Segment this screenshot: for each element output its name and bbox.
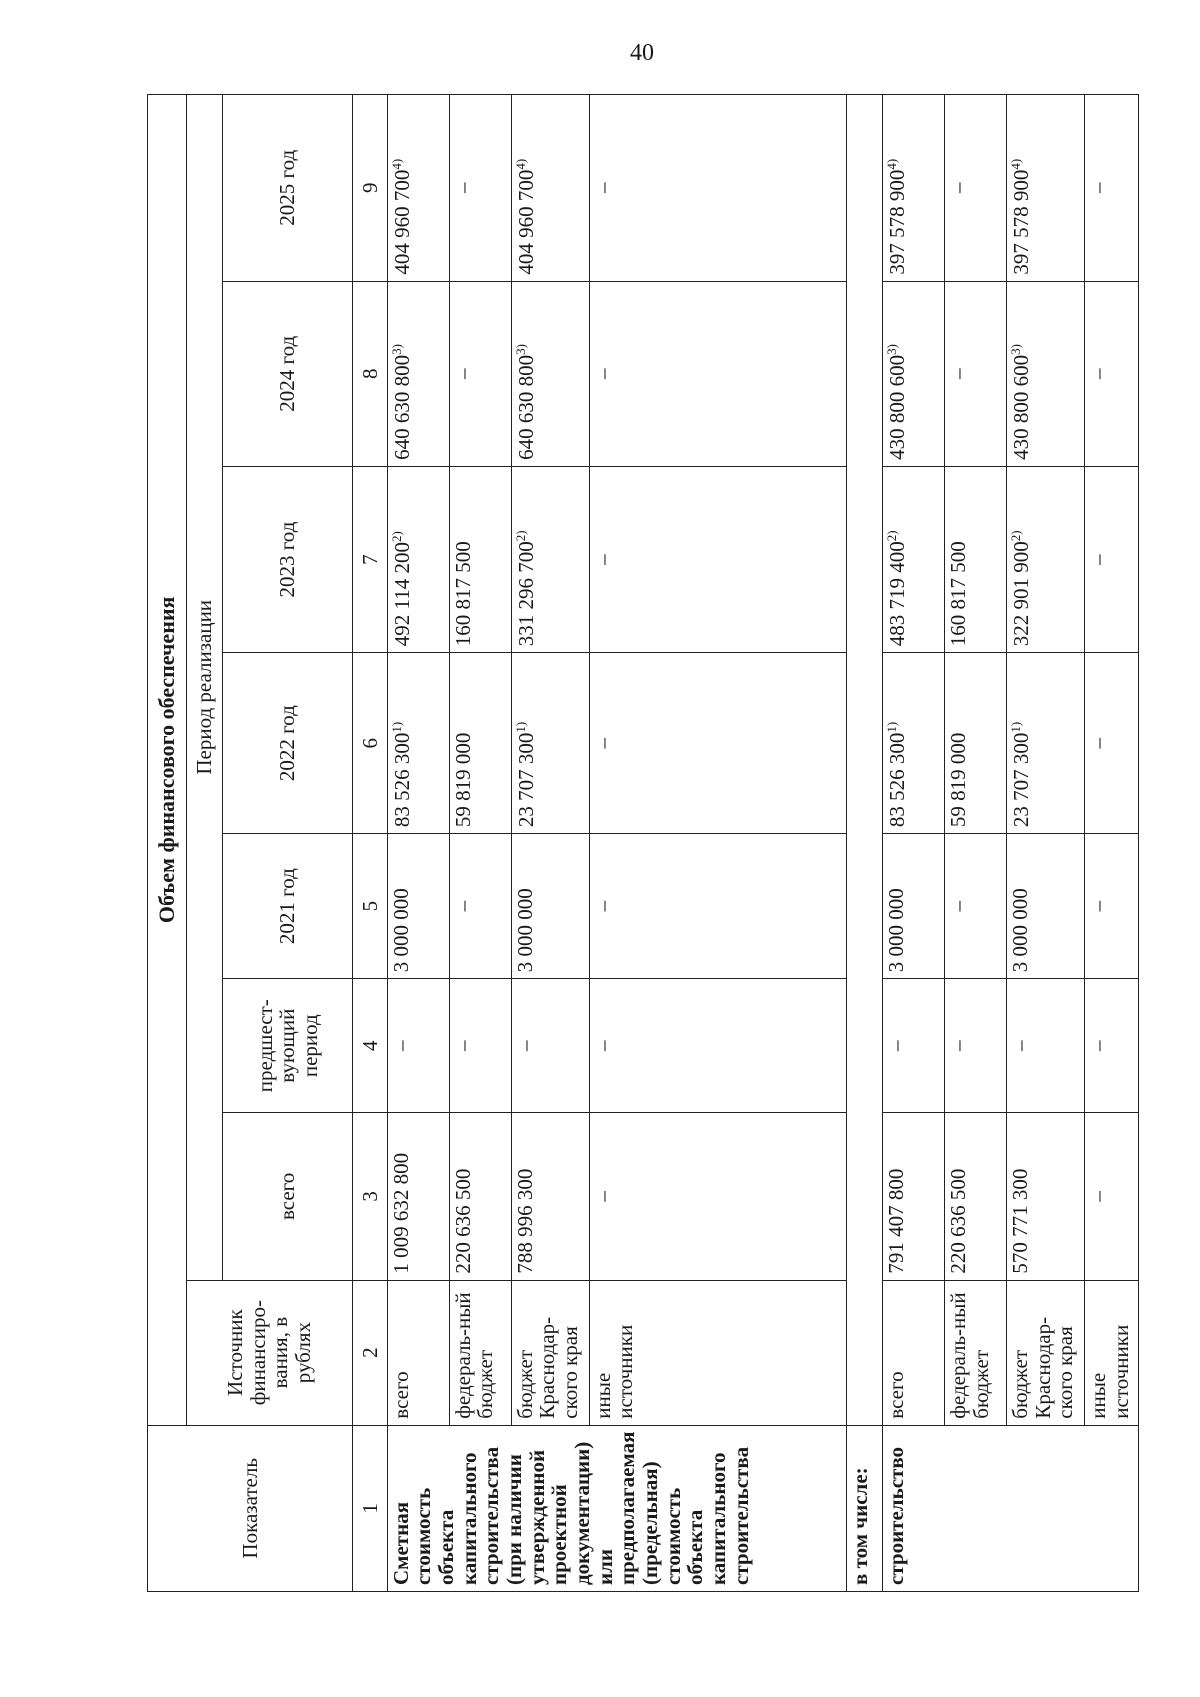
column-number: 7 <box>353 466 387 652</box>
value-text: 220 636 500 <box>450 1168 475 1274</box>
column-number: 6 <box>353 653 387 834</box>
value-cell <box>387 834 449 979</box>
footnote-mark: 2) <box>1008 530 1024 542</box>
value-text: 160 817 500 <box>450 541 475 647</box>
financing-table <box>147 94 1139 1592</box>
source-label: федераль-ный бюджет <box>449 1280 511 1425</box>
value-cell <box>589 653 846 834</box>
footnote-mark: 1) <box>388 721 404 733</box>
value-cell <box>944 834 1006 979</box>
value-cell <box>882 979 944 1113</box>
value-text: 3 000 000 <box>388 888 413 973</box>
value-text: – <box>590 1191 615 1202</box>
value-text: – <box>1086 1040 1111 1051</box>
header-indicator: Показатель <box>148 1425 353 1591</box>
value-cell <box>511 834 589 979</box>
indicator-label: Сметная стоимость объекта капитального строительства (при наличии утвержденной проектной документации) или предполагаемая (предельная) стоимость объекта капитального строительства <box>387 1425 846 1591</box>
footnote-mark: 3) <box>512 344 528 355</box>
value-cell <box>1007 281 1085 466</box>
table-row <box>387 95 449 1592</box>
value-text: 791 407 800 <box>883 1168 908 1274</box>
value-cell <box>1085 95 1139 282</box>
value-cell <box>1085 1113 1139 1280</box>
value-cell <box>882 1113 944 1280</box>
value-cell <box>511 1113 589 1280</box>
source-label: всего <box>387 1280 449 1425</box>
table-row <box>882 95 944 1592</box>
value-text: 3 000 000 <box>512 888 537 973</box>
value-cell <box>1007 653 1085 834</box>
value-text: 322 901 900 <box>1009 541 1034 647</box>
value-cell <box>511 95 589 282</box>
value-text: – <box>590 737 615 749</box>
value-cell <box>449 834 511 979</box>
footnote-mark: 1) <box>1008 721 1024 733</box>
value-text: 404 960 700 <box>513 169 538 275</box>
value-cell <box>449 466 511 652</box>
value-cell <box>589 979 846 1113</box>
footnote-mark: 1) <box>512 721 528 733</box>
table-row <box>511 95 589 1592</box>
column-number: 2 <box>353 1280 387 1425</box>
footnote-mark: 2) <box>883 530 899 542</box>
value-text: 397 578 900 <box>884 169 909 275</box>
value-cell <box>1085 979 1139 1113</box>
value-cell <box>882 834 944 979</box>
value-cell <box>882 653 944 834</box>
header-year: 2022 год <box>222 653 353 834</box>
source-label: бюджет Краснодар-ского края <box>511 1280 589 1425</box>
value-text: – <box>1086 900 1111 912</box>
footnote-mark: 1) <box>883 721 899 733</box>
value-text: 397 578 900 <box>1009 169 1034 275</box>
value-text: – <box>945 368 970 379</box>
value-text: – <box>450 368 475 379</box>
value-text: – <box>590 554 615 565</box>
value-cell <box>882 281 944 466</box>
value-cell <box>449 95 511 282</box>
value-cell <box>944 281 1006 466</box>
value-text: – <box>883 1040 908 1051</box>
table-row <box>944 95 1006 1592</box>
value-text: 83 526 300 <box>389 732 414 828</box>
value-cell <box>511 979 589 1113</box>
source-label: иные источники <box>1085 1280 1139 1425</box>
value-text: – <box>1086 737 1111 749</box>
value-cell <box>387 95 449 282</box>
rotated-page <box>147 94 1139 1592</box>
value-text: 160 817 500 <box>945 541 970 647</box>
column-number: 3 <box>353 1113 387 1280</box>
header-year: 2021 год <box>222 834 353 979</box>
value-text: – <box>512 1040 537 1051</box>
column-number: 5 <box>353 834 387 979</box>
value-cell <box>387 653 449 834</box>
value-text: – <box>450 1040 475 1051</box>
source-label: бюджет Краснодар-ского края <box>1007 1280 1085 1425</box>
footnote-mark: 3) <box>1008 344 1024 355</box>
value-text: – <box>1086 1191 1111 1202</box>
header-year: 2024 год <box>222 281 353 466</box>
header-period: Период реализации <box>186 95 222 1281</box>
in-that-number-row <box>846 95 882 1592</box>
value-text: 492 114 200 <box>389 542 414 647</box>
value-text: – <box>590 900 615 912</box>
header-previous-period: предшест-вующий период <box>222 979 353 1113</box>
value-cell <box>1085 466 1139 652</box>
value-text: – <box>1086 182 1111 194</box>
value-text: 59 819 000 <box>450 732 475 828</box>
column-number: 8 <box>353 281 387 466</box>
empty-cell <box>846 95 882 1426</box>
value-cell <box>511 653 589 834</box>
value-cell <box>1085 653 1139 834</box>
value-cell <box>1085 281 1139 466</box>
value-cell <box>882 466 944 652</box>
value-cell <box>589 1113 846 1280</box>
value-text: 59 819 000 <box>945 732 970 828</box>
section-cost-estimate <box>387 95 846 1592</box>
value-text: – <box>945 900 970 912</box>
value-cell <box>1007 95 1085 282</box>
value-text: 220 636 500 <box>945 1168 970 1274</box>
value-text: 23 707 300 <box>1009 732 1034 828</box>
source-label: федераль-ный бюджет <box>944 1280 1006 1425</box>
value-text: 331 296 700 <box>513 541 538 647</box>
footnote-mark: 3) <box>388 344 404 355</box>
in-that-number-label: в том числе: <box>846 1425 882 1591</box>
value-text: 23 707 300 <box>513 732 538 828</box>
value-cell <box>1007 979 1085 1113</box>
value-cell <box>511 281 589 466</box>
value-text: 640 630 800 <box>513 354 538 460</box>
value-text: – <box>590 1040 615 1051</box>
value-text: 430 800 600 <box>884 354 909 460</box>
value-cell <box>449 281 511 466</box>
header-year: 2025 год <box>222 95 353 282</box>
header-volume: Объем финансового обеспечения <box>148 95 187 1426</box>
value-cell <box>589 281 846 466</box>
header-total: всего <box>222 1113 353 1280</box>
indicator-label: строительство <box>882 1425 1138 1591</box>
table-row <box>1007 95 1085 1592</box>
value-text: 570 771 300 <box>1008 1168 1033 1274</box>
value-cell <box>1085 834 1139 979</box>
column-number: 1 <box>353 1425 387 1591</box>
value-cell <box>944 466 1006 652</box>
footnote-mark: 2) <box>512 530 528 542</box>
value-text: – <box>450 182 475 194</box>
footnote-mark: 4) <box>1008 158 1024 170</box>
column-number: 4 <box>353 979 387 1113</box>
value-text: 430 800 600 <box>1009 354 1034 460</box>
value-text: 640 630 800 <box>389 354 414 460</box>
value-text: 404 960 700 <box>389 169 414 275</box>
value-cell <box>449 653 511 834</box>
footnote-mark: 3) <box>883 344 899 355</box>
source-label: иные источники <box>589 1280 846 1425</box>
value-cell <box>1007 466 1085 652</box>
header-year: 2023 год <box>222 466 353 652</box>
value-text: – <box>590 368 615 379</box>
value-text: – <box>1086 368 1111 379</box>
value-cell <box>944 1113 1006 1280</box>
value-text: – <box>590 182 615 194</box>
source-label: всего <box>882 1280 944 1425</box>
column-number: 9 <box>353 95 387 282</box>
table-row <box>1085 95 1139 1592</box>
value-cell <box>449 979 511 1113</box>
value-text: 788 996 300 <box>512 1168 537 1274</box>
value-cell <box>944 653 1006 834</box>
value-cell <box>589 834 846 979</box>
value-cell <box>387 466 449 652</box>
value-text: – <box>388 1040 413 1051</box>
value-text: – <box>1086 554 1111 565</box>
section-construction <box>882 95 1138 1592</box>
value-text: – <box>945 1040 970 1051</box>
value-text: – <box>450 900 475 912</box>
column-numbers-row <box>353 95 387 1592</box>
value-cell <box>511 466 589 652</box>
value-cell <box>589 95 846 282</box>
footnote-mark: 4) <box>883 158 899 170</box>
value-cell <box>387 979 449 1113</box>
value-text: – <box>945 182 970 194</box>
table-row <box>449 95 511 1592</box>
value-cell <box>882 95 944 282</box>
value-cell <box>387 281 449 466</box>
value-text: 1 009 632 800 <box>388 1152 413 1274</box>
footnote-mark: 4) <box>388 158 404 170</box>
value-cell <box>449 1113 511 1280</box>
value-text: 483 719 400 <box>884 541 909 647</box>
value-cell <box>944 979 1006 1113</box>
value-cell <box>1007 1113 1085 1280</box>
footnote-mark: 4) <box>512 158 528 170</box>
value-text: 3 000 000 <box>883 888 908 973</box>
value-cell <box>944 95 1006 282</box>
value-text: 3 000 000 <box>1008 888 1033 973</box>
value-text: – <box>1008 1040 1033 1051</box>
value-text: 83 526 300 <box>884 732 909 828</box>
header-source: Источник финансиро-вания, в рублях <box>186 1280 353 1425</box>
footnote-mark: 2) <box>388 531 404 543</box>
table-row <box>589 95 846 1592</box>
value-cell <box>589 466 846 652</box>
page-number: 40 <box>630 40 654 66</box>
value-cell <box>387 1113 449 1280</box>
value-cell <box>1007 834 1085 979</box>
